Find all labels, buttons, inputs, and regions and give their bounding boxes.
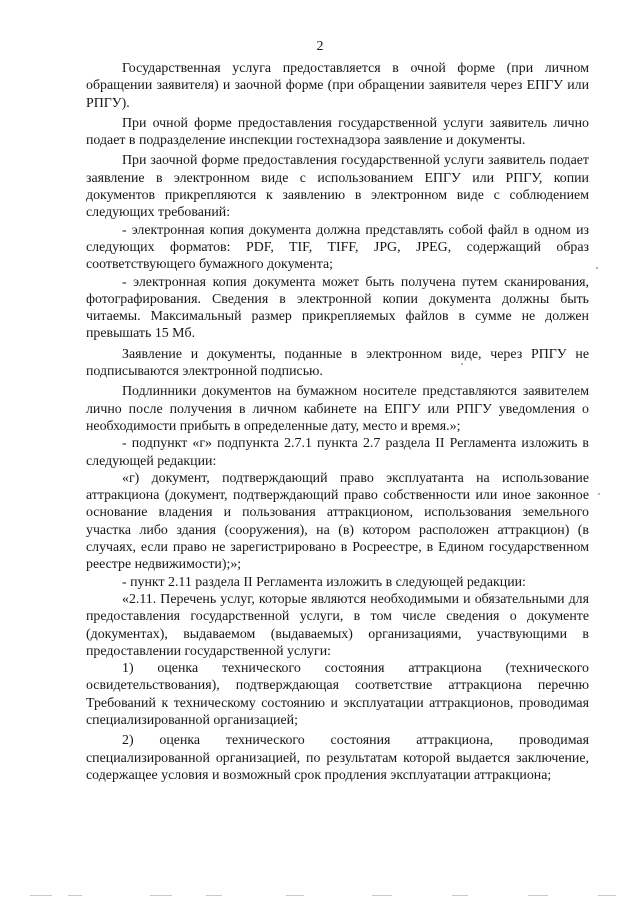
paragraph-electronic-signature: Заявление и документы, поданные в электронном виде, через РПГУ не подписываются электронной подписью. [86,346,589,380]
scan-dash [452,895,468,896]
paragraph-originals: Подлинники документов на бумажном носителе представляются заявителем лично после получения в личном кабинете на ЕПГУ или РПГУ уведомления о необходимости прибыть в определенные дату, место и время.»; [86,384,589,434]
paragraph-requirement-formats: - электронная копия документа должна представлять собой файл в одном из следующих форматов: PDF, TIF, TIFF, JPG, JPEG, содержащий образ соответствующего бумажного документа; [86,222,589,273]
paragraph-remote-form: При заочной форме предоставления государственной услуги заявитель подает заявление в электронном виде с использованием ЕПГУ или РПГУ, копии документов прикрепляются к заявлению в электронном виде с соблюдением следующих требований: [86,153,589,221]
scan-dash [206,895,222,896]
scan-speck [596,267,598,269]
document-body [86,60,589,787]
scan-dash [68,895,82,896]
paragraph-clause-2-11: «2.11. Перечень услуг, которые являются необходимыми и обязательными для предоставления государственной услуги, в том числе сведения о документе (документах), выдаваемом (выдаваемых) организациями, участвующими в предоставлении государственной услуги: [86,591,589,659]
scan-dash [372,895,392,896]
scan-dash [30,895,52,896]
scan-dash [598,895,616,896]
scan-speck [461,363,463,365]
page-number: 2 [316,39,324,54]
list-item-2: 2) оценка технического состояния аттракциона, проводимая специализированной организацией, по результатам которой выдается заключение, содержащее условия и возможный срок продления эксплуатации аттракциона; [86,733,589,783]
scan-speck [598,493,600,495]
scan-footer-marks [0,884,640,905]
paragraph-amendment-2-7-1: - подпункт «г» подпункта 2.7.1 пункта 2.7 раздела II Регламента изложить в следующей редакции: [86,436,589,469]
list-item-1: 1) оценка технического состояния аттракциона (технического освидетельствования), подтверждающая соответствие аттракциона перечню Требований к техническому состоянию и эксплуатации аттракционов, проводимая специализированной организацией; [86,661,589,728]
scan-dash [286,895,304,896]
scan-dash [150,895,172,896]
paragraph-in-person-form: При очной форме предоставления государственной услуги заявитель лично подает в подразделение инспекции гостехнадзора заявление и документы. [86,115,589,149]
paragraph-amendment-2-11: - пункт 2.11 раздела II Регламента изложить в следующей редакции: [122,574,526,590]
paragraph-clause-g: «г) документ, подтверждающий право эксплуатанта на использование аттракциона (документ, подтверждающий право собственности или иное законное основание владения и пользования аттракционом, использования земельного участка либо здания (сооружения), на (в) котором расположен аттракцион) (в случаях, если право не зарегистрировано в Росреестре, в Едином государственном реестре недвижимости);»; [86,470,589,573]
paragraph-service-forms: Государственная услуга предоставляется в очной форме (при личном обращении заявителя) и заочной форме (при обращении заявителя через ЕПГУ или РПГУ). [86,61,589,111]
paragraph-requirement-scanning: - электронная копия документа может быть получена путем сканирования, фотографирования. Сведения в электронной копии документа должны быть читаемы. Максимальный размер прикрепляемых файлов в сумме не должен превышать 15 Мб. [86,274,589,342]
scan-dash [528,895,548,896]
